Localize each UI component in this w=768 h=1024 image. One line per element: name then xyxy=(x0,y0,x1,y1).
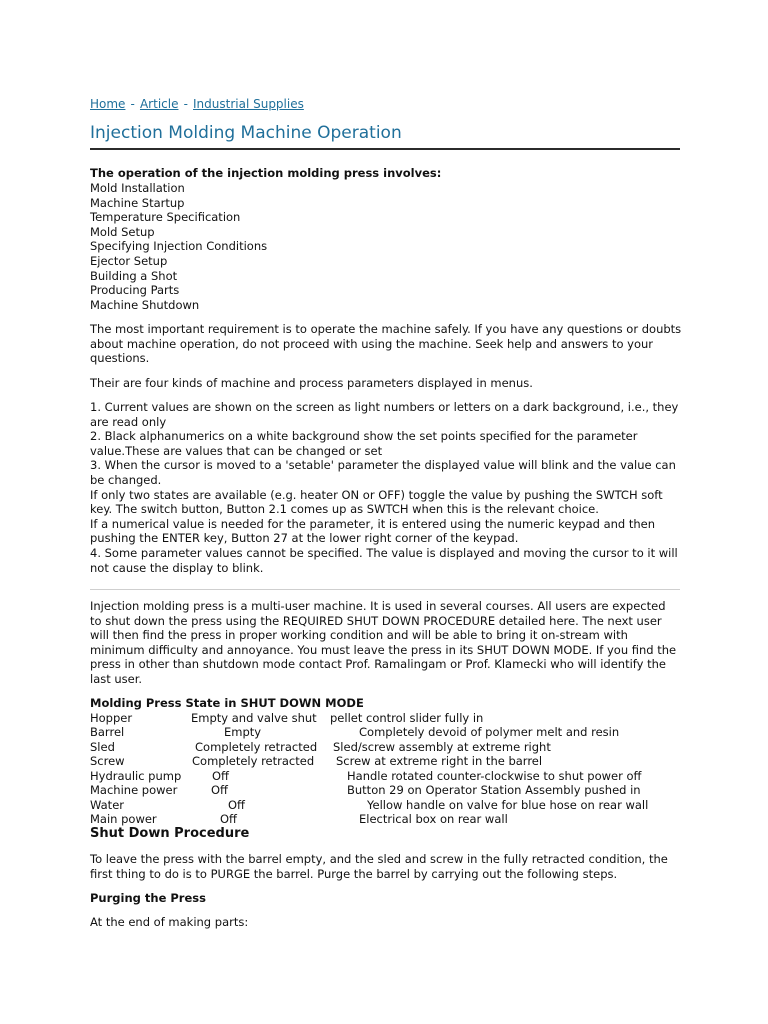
paragraph-line: To leave the press with the barrel empty, and the sled and screw in the fully retracted condition, the xyxy=(90,852,668,866)
parameter-line: 3. When the cursor is moved to a 'setable' parameter the displayed value will blink and the value can xyxy=(90,458,676,473)
state-item: Hydraulic pump xyxy=(90,769,182,783)
list-item: Temperature Specification xyxy=(90,210,241,225)
paragraph-line: will then find the press in proper working condition and will be able to bring it on-stream with xyxy=(90,628,628,643)
parameter-kinds-text: Their are four kinds of machine and process parameters displayed in menus. xyxy=(90,376,533,390)
state-heading: Molding Press State in SHUT DOWN MODE xyxy=(90,696,364,710)
state-value: Completely retracted xyxy=(195,740,318,754)
paragraph-line: minimum difficulty and annoyance. You must leave the press in its SHUT DOWN MODE. If you find the xyxy=(90,642,677,657)
parameter-line: not cause the display to blink. xyxy=(90,560,264,575)
state-item: Main power xyxy=(90,812,157,826)
parameter-line: are read only xyxy=(90,414,167,429)
parameter-line: 2. Black alphanumerics on a white background show the set points specified for the parameter xyxy=(90,429,638,444)
list-item: Specifying Injection Conditions xyxy=(90,239,268,254)
state-item: Hopper xyxy=(90,711,133,725)
paragraph-line: first thing to do is to PURGE the barrel. Purge the barrel by carrying out the following steps. xyxy=(90,866,618,881)
breadcrumb-separator: - xyxy=(130,97,135,111)
parameter-line: 4. Some parameter values cannot be specified. The value is displayed and moving the cursor to it will xyxy=(90,545,678,560)
end-text: At the end of making parts: xyxy=(90,915,249,929)
state-item: Barrel xyxy=(90,725,125,739)
state-value: Off xyxy=(220,812,237,826)
state-item: Screw xyxy=(90,754,125,768)
breadcrumb xyxy=(90,93,304,112)
breadcrumb-industrial-supplies-link[interactable]: Industrial Supplies xyxy=(193,97,304,111)
state-note: Screw at extreme right in the barrel xyxy=(336,754,543,768)
state-note: Completely devoid of polymer melt and resin xyxy=(359,725,620,739)
list-item: Machine Startup xyxy=(90,195,185,210)
parameter-line: pushing the ENTER key, Button 27 at the lower right corner of the keypad. xyxy=(90,531,519,546)
parameter-line: 1. Current values are shown on the screen as light numbers or letters on a dark background, i.e., they xyxy=(90,400,679,414)
state-value: Completely retracted xyxy=(192,754,315,768)
parameter-line: be changed. xyxy=(90,472,162,487)
steps-list xyxy=(90,181,267,312)
list-item: Ejector Setup xyxy=(90,253,168,268)
state-value: Off xyxy=(212,769,229,783)
state-note: Sled/screw assembly at extreme right xyxy=(333,740,551,754)
list-item: Mold Setup xyxy=(90,224,155,239)
paragraph-line: Injection molding press is a multi-user machine. It is used in several courses. All users are expected xyxy=(90,599,666,613)
paragraph-line: last user. xyxy=(90,671,143,686)
state-note: Handle rotated counter-clockwise to shut power off xyxy=(347,769,642,783)
list-item: Producing Parts xyxy=(90,283,180,298)
state-item: Machine power xyxy=(90,783,178,797)
state-note: Button 29 on Operator Station Assembly pushed in xyxy=(347,783,641,797)
breadcrumb-article-link[interactable]: Article xyxy=(139,97,179,111)
parameter-line: key. The switch button, Button 2.1 comes up as SWTCH when this is the relevant choice. xyxy=(90,502,599,517)
parameter-list xyxy=(90,400,678,575)
state-note: pellet control slider fully in xyxy=(330,711,484,725)
intro-heading: The operation of the injection molding press involves: xyxy=(90,166,442,180)
safety-paragraph: The most important requirement is to operate the machine safely. If you have any questions or doubts about machine operation, do not proceed with using the machine. Seek help and answers to your questions. xyxy=(90,322,682,366)
parameter-line: value.These are values that can be changed or set xyxy=(90,443,383,458)
purging-heading: Purging the Press xyxy=(90,891,206,905)
list-item: Machine Shutdown xyxy=(90,297,200,312)
list-item: Mold Installation xyxy=(90,181,185,195)
state-value: Off xyxy=(211,783,228,797)
breadcrumb-separator: - xyxy=(183,97,188,111)
state-item: Sled xyxy=(90,740,115,754)
parameter-line: If a numerical value is needed for the parameter, it is entered using the numeric keypad and then xyxy=(90,516,656,531)
state-note: Electrical box on rear wall xyxy=(359,812,508,826)
shutdown-heading: Shut Down Procedure xyxy=(90,826,250,841)
state-value: Empty xyxy=(224,725,262,739)
paragraph-line: to shut down the press using the REQUIRED SHUT DOWN PROCEDURE detailed here. The next user xyxy=(90,613,662,628)
shutdown-paragraph xyxy=(90,852,668,881)
breadcrumb-home-link[interactable]: Home xyxy=(90,97,126,111)
section-divider xyxy=(90,589,680,590)
title-divider xyxy=(90,148,680,150)
state-item: Water xyxy=(90,798,124,812)
multi-user-paragraph xyxy=(90,599,676,687)
state-note: Yellow handle on valve for blue hose on rear wall xyxy=(367,798,649,812)
paragraph-line: press in other than shutdown mode contact Prof. Ramalingam or Prof. Klamecki who will identify the xyxy=(90,657,666,672)
list-item: Building a Shot xyxy=(90,268,178,283)
state-value: Empty and valve shut xyxy=(191,711,317,725)
parameter-line: If only two states are available (e.g. heater ON or OFF) toggle the value by pushing the SWTCH soft xyxy=(90,487,663,502)
page-title: Injection Molding Machine Operation xyxy=(90,123,402,143)
state-value: Off xyxy=(228,798,245,812)
